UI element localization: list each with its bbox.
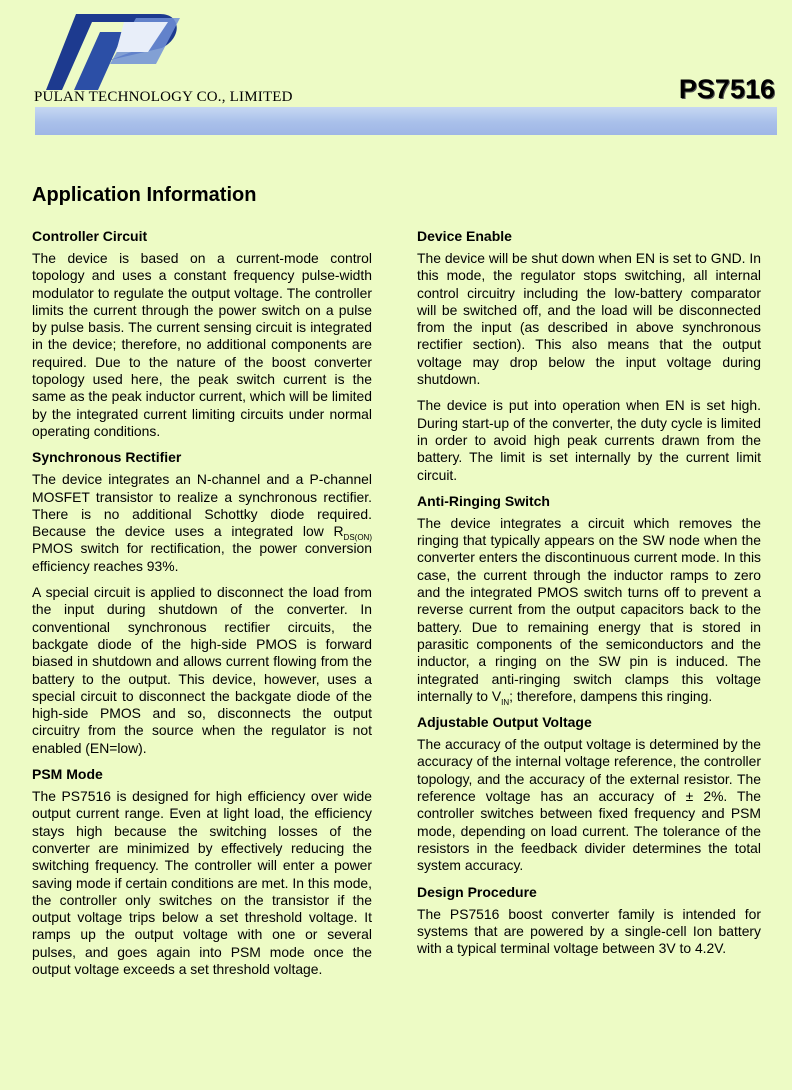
page-title: Application Information xyxy=(32,184,257,206)
paragraph: The PS7516 boost converter family is intended for systems that are powered by a single-cell Ion battery with a typical terminal voltage between 3V to 4.2V. xyxy=(417,905,761,957)
left-column xyxy=(32,228,372,987)
paragraph: The device integrates an N-channel and a P-channel MOSFET transistor to realize a synchronous rectifier. There is no additional Schottky diode required. Because the device uses a integrated low $R_{DS(ON)}$ PMOS switch for rectification, the power conversion efficiency reaches 93%. xyxy=(32,471,372,574)
section-design-procedure xyxy=(417,884,761,958)
section-heading: Anti-Ringing Switch xyxy=(417,492,550,509)
paragraph: The device will be shut down when EN is set to GND. In this mode, the regulator stops switching, all internal control circuitry including the low-battery comparator will be switched off, and the load will be disconnected from the input (as described in above synchronous rectifier section). This also means that the output voltage may drop below the input voltage during shutdown. xyxy=(417,250,761,388)
paragraph: The accuracy of the output voltage is determined by the accuracy of the internal voltage reference, the controller topology, and the accuracy of the external resistor. The reference voltage has an accuracy of ± 2%. The controller switches between fixed frequency and PSM mode, depending on load current. The tolerance of the resistors in the feedback divider determines the total system accuracy. xyxy=(417,736,761,874)
section-psm-mode xyxy=(32,766,372,978)
section-heading: Device Enable xyxy=(417,228,512,244)
paragraph: The device integrates a circuit which removes the ringing that typically appears on the SW node when the converter enters the discontinuous current mode. In this case, the current through the inductor ramps to zero and the integrated PMOS switch turns off to prevent a reverse current from the output capacitors back to the battery. Due to remaining energy that is stored in parasitic components of the semiconductors and the inductor, a ringing on the SW pin is induced. The integrated anti-ringing switch clamps this voltage internally to $V_{IN}$; therefore, dampens this ringing. xyxy=(417,514,761,707)
paragraph: The device is put into operation when EN is set high. During start-up of the converter, the duty cycle is limited in order to avoid high peak currents drawn from the battery. The limit is set internally by the current limit circuit. xyxy=(417,397,761,483)
right-column xyxy=(417,228,761,966)
company-logo xyxy=(40,8,182,96)
part-number: PS7516 xyxy=(678,74,775,104)
section-anti-ringing-switch xyxy=(417,493,761,705)
paragraph: The PS7516 is designed for high efficiency over wide output current range. Even at light load, the efficiency stays high because the switching losses of the converter are minimized by effectively reducing the switching frequency. The controller will enter a power saving mode if certain conditions are met. In this mode, the controller only switches on the transistor if the output voltage trips below a set threshold voltage. It ramps up the output voltage with one or several pulses, and goes again into PSM mode once the output voltage exceeds a set threshold voltage. xyxy=(32,788,372,977)
section-device-enable xyxy=(417,228,761,484)
section-synchronous-rectifier xyxy=(32,449,372,757)
section-controller-circuit xyxy=(32,228,372,440)
section-heading: Design Procedure xyxy=(417,883,537,900)
company-name: PULAN TECHNOLOGY CO., LIMITED xyxy=(34,89,293,105)
section-heading: Adjustable Output Voltage xyxy=(417,714,592,731)
header-bar xyxy=(35,107,777,135)
section-heading: PSM Mode xyxy=(32,766,103,783)
paragraph: The device is based on a current-mode control topology and uses a constant frequency pulse-width modulator to regulate the output voltage. The controller limits the current through the power switch on a pulse by pulse basis. The current sensing circuit is integrated in the device; therefore, no additional components are required. Due to the nature of the boost converter topology used here, the peak switch current is the same as the peak inductor current, which will be limited by the integrated current limiting circuits under normal operating conditions. xyxy=(32,250,372,439)
section-heading: Synchronous Rectifier xyxy=(32,449,182,466)
section-adjustable-output-voltage xyxy=(417,714,761,874)
paragraph: A special circuit is applied to disconnect the load from the input during shutdown of the converter. In conventional synchronous rectifier circuits, the backgate diode of the high-side PMOS is forward biased in shutdown and allows current flowing from the battery to the output. This device, however, uses a special circuit to disconnect the backgate diode of the high-side PMOS and so, disconnects the output circuitry from the source when the regulator is not enabled (EN=low). xyxy=(32,584,372,756)
section-heading: Controller Circuit xyxy=(32,228,148,244)
